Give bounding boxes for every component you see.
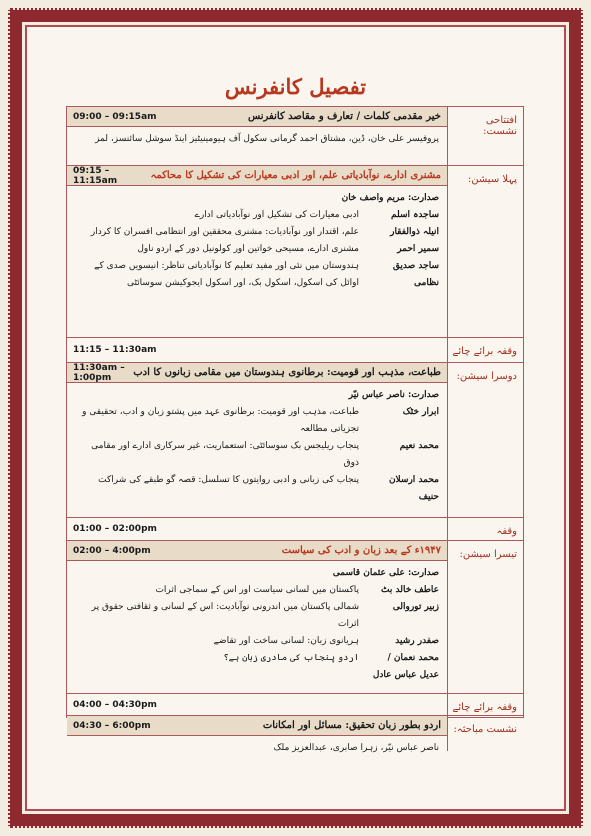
session-content [67,541,447,693]
paper-topic: طباعت، مذہب اور قومیت: برطانوی عہد میں پشتو زبان و ادب، تحقیقی و تجزیاتی مطالعہ [82,407,359,434]
paper-topic: ہریانوی زبان: لسانی ساخت اور تقاضے [213,636,359,646]
paper-item [75,650,439,684]
paper-topic: پنجاب ریلیجس بک سوسائٹی: استعماریت، غیر سرکاری ادارے اور مقامی ذوق [91,441,359,468]
session-title: خیر مقدمی کلمات / تعارف و مقاصد کانفرنس [248,111,441,122]
session-row [67,107,523,165]
paper-topic: پنجاب کی زبانی و ادبی روایتوں کا تسلسل: قصہ گو طبقے کی شراکت [98,475,359,485]
time-slot: 09:15 – 11:15am [73,165,118,186]
session-label: پہلا سیشن: [447,166,523,337]
speaker-name: عاطف خالد بٹ [381,585,439,595]
paper-item [75,582,439,599]
session-body [67,127,447,152]
paper-item [75,224,439,241]
paper-topic: علم، اقتدار اور نوآبادیات: مشنری محققین اور انتظامی افسران کا کردار [90,227,359,237]
speaker-name: محمد ارسلان حنیف [388,475,439,502]
speaker-name: محمد نعیم [399,441,439,451]
session-header [67,541,447,561]
session-content [67,518,447,540]
time-slot: 04:30 – 6:00pm [73,720,151,731]
session-label: وقفہ برائے چائے [447,338,523,362]
session-title: اردو بطور زبان تحقیق: مسائل اور امکانات [262,720,441,731]
speaker-name: ساجدہ اسلم [391,210,439,220]
session-title: مشنری ادارے، نوآبادیاتی علم، اور ادبی معیارات کی تشکیل کا محاکمہ [150,170,441,181]
paper-topic: مشنری ادارے، مسیحی خواتین اور کولونیل دور کے اردو ناول [137,244,359,254]
break-time [67,338,447,362]
paper-topic: شمالی پاکستان میں اندرونی نوآبادیت: اس کے لسانی و ثقافتی حقوق پر اثرات [91,602,359,629]
paper-topic: اردو پنجاب کی مادری زبان ہے؟ [223,653,359,663]
paper-item [75,472,439,506]
chair-line: صدارت: علی عثمان قاسمی [332,568,439,578]
paper-item [75,207,439,224]
break-time [67,518,447,540]
session-body [67,383,447,510]
session-header [67,716,447,736]
session-header [67,166,447,186]
speaker-name: سمیر احمر [397,244,439,254]
speaker-name: ابرار خٹک [402,407,439,417]
page-title: تفصیل کانفرنس [224,74,367,99]
session-row [67,337,523,362]
chair-line: صدارت: مریم واصف خان [341,193,439,203]
session-label: دوسرا سیشن: [447,363,523,517]
session-label: افتتاحی نشست: [447,107,523,165]
session-content [67,363,447,517]
speaker-name: ساجد صدیق نظامی [392,261,439,288]
break-time [67,694,447,715]
speaker-name: محمد نعمان / عدیل عباس عادل [372,653,439,680]
session-row [67,362,523,517]
info-line: ناصر عباس نیّر، زہرا صابری، عبدالعزیز ملک [273,743,439,753]
paper-topic: ادبی معیارات کی تشکیل اور نوآبادیاتی ادارے [194,210,359,220]
session-content [67,166,447,337]
session-label: تیسرا سیشن: [447,541,523,693]
session-label: وقفہ [447,518,523,540]
chair-line: صدارت: ناصر عباس نیّر [348,390,439,400]
session-row [67,540,523,693]
session-row [67,693,523,715]
session-body [67,736,447,761]
paper-topic: ہندوستان میں نئی اور مفید تعلیم کا نوآبادیاتی تناظر: انیسویں صدی کے اوائل کی اسکول، اسکول بک، اور اسکول ایجوکیشن سوسائٹی [94,261,359,288]
session-header [67,363,447,383]
paper-item [75,599,439,633]
session-header [67,107,447,127]
paper-item [75,258,439,292]
paper-item [75,633,439,650]
session-content [67,716,447,751]
speaker-name: صفدر رشید [395,636,439,646]
session-body [67,561,447,688]
paper-item [75,241,439,258]
time-slot: 01:00 – 02:00pm [73,524,157,534]
speaker-name: انیلہ ذوالفقار [390,227,439,237]
session-label: وقفہ برائے چائے [447,694,523,715]
session-label: نشست مباحثہ: [447,716,523,751]
session-body [67,186,447,296]
info-line: پروفیسر علی خان، ڈین، مشتاق احمد گرمانی سکول آف ہیومینیٹیز اینڈ سوشل سائنسز، لمز [95,134,439,144]
time-slot: 09:00 – 09:15am [73,111,157,122]
session-title: طباعت، مذہب اور قومیت: برطانوی ہندوستان میں مقامی زبانوں کا ادب [133,367,441,378]
session-row [67,715,523,751]
session-title: ۱۹۴۷ء کے بعد زبان و ادب کی سیاست [281,545,441,556]
paper-topic: پاکستان میں لسانی سیاست اور اس کے سماجی اثرات [155,585,359,595]
paper-item [75,404,439,438]
paper-item [75,438,439,472]
time-slot: 04:00 – 04:30pm [73,699,157,710]
session-content [67,107,447,165]
session-content [67,694,447,715]
session-content [67,338,447,362]
time-slot: 11:15 – 11:30am [73,345,157,355]
speaker-name: زبیر توروالی [392,602,439,612]
session-row [67,517,523,540]
time-slot: 02:00 – 4:00pm [73,545,151,556]
session-row [67,165,523,337]
time-slot: 11:30am – 1:00pm [73,362,125,383]
schedule-table [66,106,524,753]
